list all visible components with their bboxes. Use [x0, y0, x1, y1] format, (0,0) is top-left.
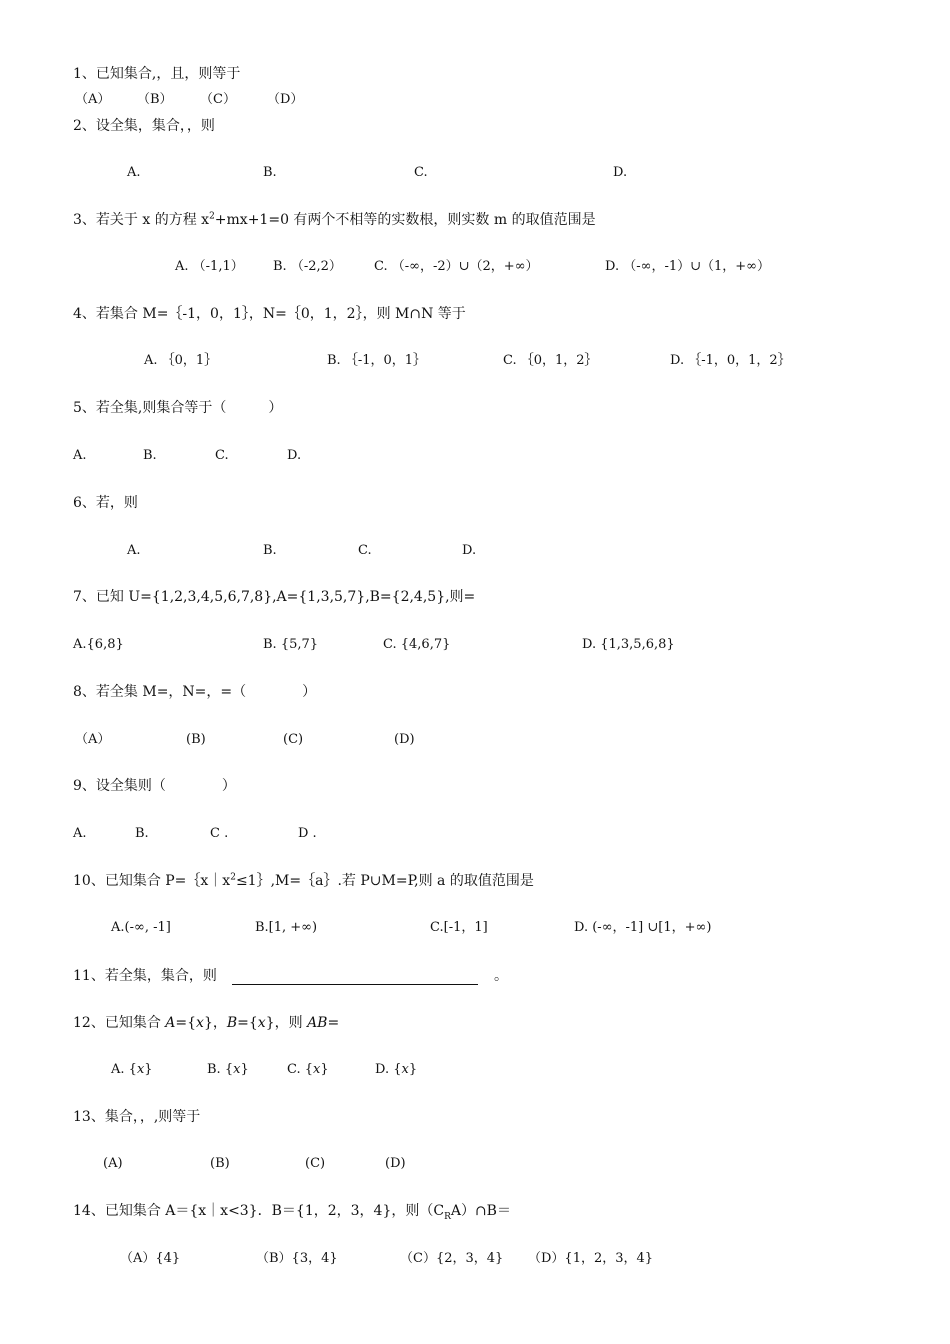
q10-option-c: C.[-1，1] — [430, 920, 488, 935]
q6-option-b: B. — [263, 543, 277, 558]
q3-option-b: B. （-2,2） — [273, 259, 342, 274]
q3-stem-exponent: 2 — [209, 211, 215, 222]
q6-option-d: D. — [462, 543, 477, 558]
q2-option-c: C. — [414, 165, 428, 180]
q4-option-d: D. ｛-1，0，1，2｝ — [670, 353, 791, 368]
q1-option-c: （C） — [200, 92, 236, 107]
q12-var-a: A — [165, 1015, 176, 1031]
q12-option-d-var: x — [401, 1062, 409, 1077]
q12-option-a-label: A. { — [111, 1062, 137, 1077]
q3-option-d: D. （-∞，-1）∪（1，+∞） — [605, 259, 770, 274]
question-4-stem: 4、若集合 M=｛-1，0，1｝，N=｛0，1，2｝，则 M∩N 等于 — [73, 306, 466, 322]
question-8-stem: 8、若全集 M=，N=，=（ ） — [73, 684, 317, 700]
question-12-stem — [73, 1014, 339, 1032]
q9-option-a: A. — [73, 826, 87, 841]
question-2-stem: 2、设全集，集合，，则 — [73, 118, 215, 134]
q12-option-d-label: D. { — [375, 1062, 402, 1077]
q12-option-a-var: x — [136, 1062, 145, 1077]
question-7-stem: 7、已知 U={1,2,3,4,5,6,7,8},A={1,3,5,7},B={2,4,5},则= — [73, 589, 476, 605]
q13-option-d: (D) — [385, 1156, 406, 1171]
question-14-stem — [73, 1202, 511, 1226]
q12-s10: = — [327, 1015, 340, 1031]
q10-option-b: B.[1, +∞) — [255, 920, 318, 935]
question-3-stem — [73, 211, 596, 229]
q10-option-a: A.(-∞, -1] — [111, 920, 171, 935]
q14-option-c: （C）{2，3，4} — [400, 1251, 504, 1266]
q12-option-a-close: } — [144, 1062, 153, 1077]
q7-option-d: D. {1,3,5,6,8} — [582, 637, 675, 652]
q5-option-b: B. — [143, 448, 157, 463]
q13-option-c: (C) — [305, 1156, 326, 1171]
q11-answer-blank — [232, 983, 478, 985]
q12-option-b-var: x — [233, 1062, 241, 1077]
q9-option-c: C . — [210, 826, 229, 841]
q5-option-d: D. — [287, 448, 302, 463]
q12-option-c-close: } — [320, 1062, 329, 1077]
q12-s4: }， — [203, 1015, 227, 1031]
q12-option-c-var: x — [313, 1062, 321, 1077]
q4-option-c: C. ｛0，1，2｝ — [503, 353, 598, 368]
q3-stem-a: 3、若关于 x 的方程 x — [73, 212, 210, 228]
question-9-stem: 9、设全集则（ ） — [73, 778, 236, 794]
q12-s8: }，则 — [265, 1015, 308, 1031]
q3-option-a: A. （-1,1） — [175, 259, 244, 274]
q12-option-a — [111, 1061, 153, 1079]
q9-option-b: B. — [135, 826, 149, 841]
q13-option-a: (A) — [103, 1156, 123, 1171]
q14-stem-a: 14、已知集合 A＝{x｜x<3}．B＝{1，2，3，4}，则（C — [73, 1203, 445, 1219]
q7-option-c: C. {4,6,7} — [383, 637, 451, 652]
question-11-stem: 11、若全集，集合，则 — [73, 968, 217, 984]
q10-option-d: D. (-∞，-1] ∪[1，+∞) — [574, 920, 712, 935]
q4-option-b: B. ｛-1，0，1｝ — [327, 353, 427, 368]
q1-option-b: （B） — [137, 92, 173, 107]
q11-period: 。 — [494, 968, 508, 984]
q6-option-c: C. — [358, 543, 372, 558]
q2-option-a: A. — [127, 165, 141, 180]
q2-option-b: B. — [263, 165, 277, 180]
q12-option-c — [287, 1061, 329, 1079]
q8-option-d: (D) — [394, 732, 415, 747]
q10-stem-exponent: 2 — [230, 872, 236, 883]
q12-option-d-close: } — [408, 1062, 418, 1077]
q12-var-x2: x — [257, 1015, 266, 1031]
q10-stem-b: ≤1｝,M=｛a｝.若 P∪M=P,则 a 的取值范围是 — [235, 873, 534, 889]
q12-var-x1: x — [196, 1015, 204, 1031]
q8-option-a: （A） — [75, 732, 111, 747]
q5-option-a: A. — [73, 448, 87, 463]
question-6-stem: 6、若，则 — [73, 495, 138, 511]
q5-option-c: C. — [215, 448, 229, 463]
q8-option-c: (C) — [283, 732, 304, 747]
q12-option-b — [207, 1061, 249, 1079]
q1-option-a: （A） — [75, 92, 111, 107]
q3-stem-b: +mx+1=0 有两个不相等的实数根，则实数 m 的取值范围是 — [214, 212, 596, 228]
q14-option-b: （B）{3，4} — [256, 1251, 338, 1266]
q12-option-c-label: C. { — [287, 1062, 314, 1077]
q12-option-d — [375, 1061, 417, 1079]
question-13-stem: 13、集合，，,则等于 — [73, 1109, 201, 1125]
q12-option-b-close: } — [240, 1062, 249, 1077]
q12-var-ab: AB — [307, 1015, 328, 1031]
q12-s0: 12、已知集合 — [73, 1015, 166, 1031]
question-10-stem — [73, 872, 534, 890]
q14-stem-b: A）∩B＝ — [450, 1203, 511, 1219]
q14-stem-subscript: R — [444, 1211, 451, 1222]
q2-option-d: D. — [613, 165, 628, 180]
question-5-stem: 5、若全集,则集合等于（ ） — [73, 400, 283, 416]
q12-option-b-label: B. { — [207, 1062, 234, 1077]
q1-option-d: （D） — [267, 92, 304, 107]
q12-s2: ={ — [175, 1015, 197, 1031]
q14-option-d: （D）{1，2，3，4} — [528, 1251, 654, 1266]
question-1-stem: 1、已知集合,，且，则等于 — [73, 66, 241, 82]
q3-option-c: C. （-∞，-2）∪（2，+∞） — [374, 259, 539, 274]
q12-s6: ={ — [237, 1015, 258, 1031]
q9-option-d: D . — [298, 826, 317, 841]
q12-var-b: B — [226, 1015, 238, 1031]
q6-option-a: A. — [127, 543, 141, 558]
q7-option-b: B. {5,7} — [263, 637, 319, 652]
q4-option-a: A. ｛0，1｝ — [144, 353, 218, 368]
q13-option-b: (B) — [210, 1156, 230, 1171]
q8-option-b: (B) — [186, 732, 206, 747]
q10-stem-a: 10、已知集合 P=｛x｜x — [73, 873, 231, 889]
q14-option-a: （A）{4} — [120, 1251, 181, 1266]
q7-option-a: A.{6,8} — [73, 637, 124, 652]
